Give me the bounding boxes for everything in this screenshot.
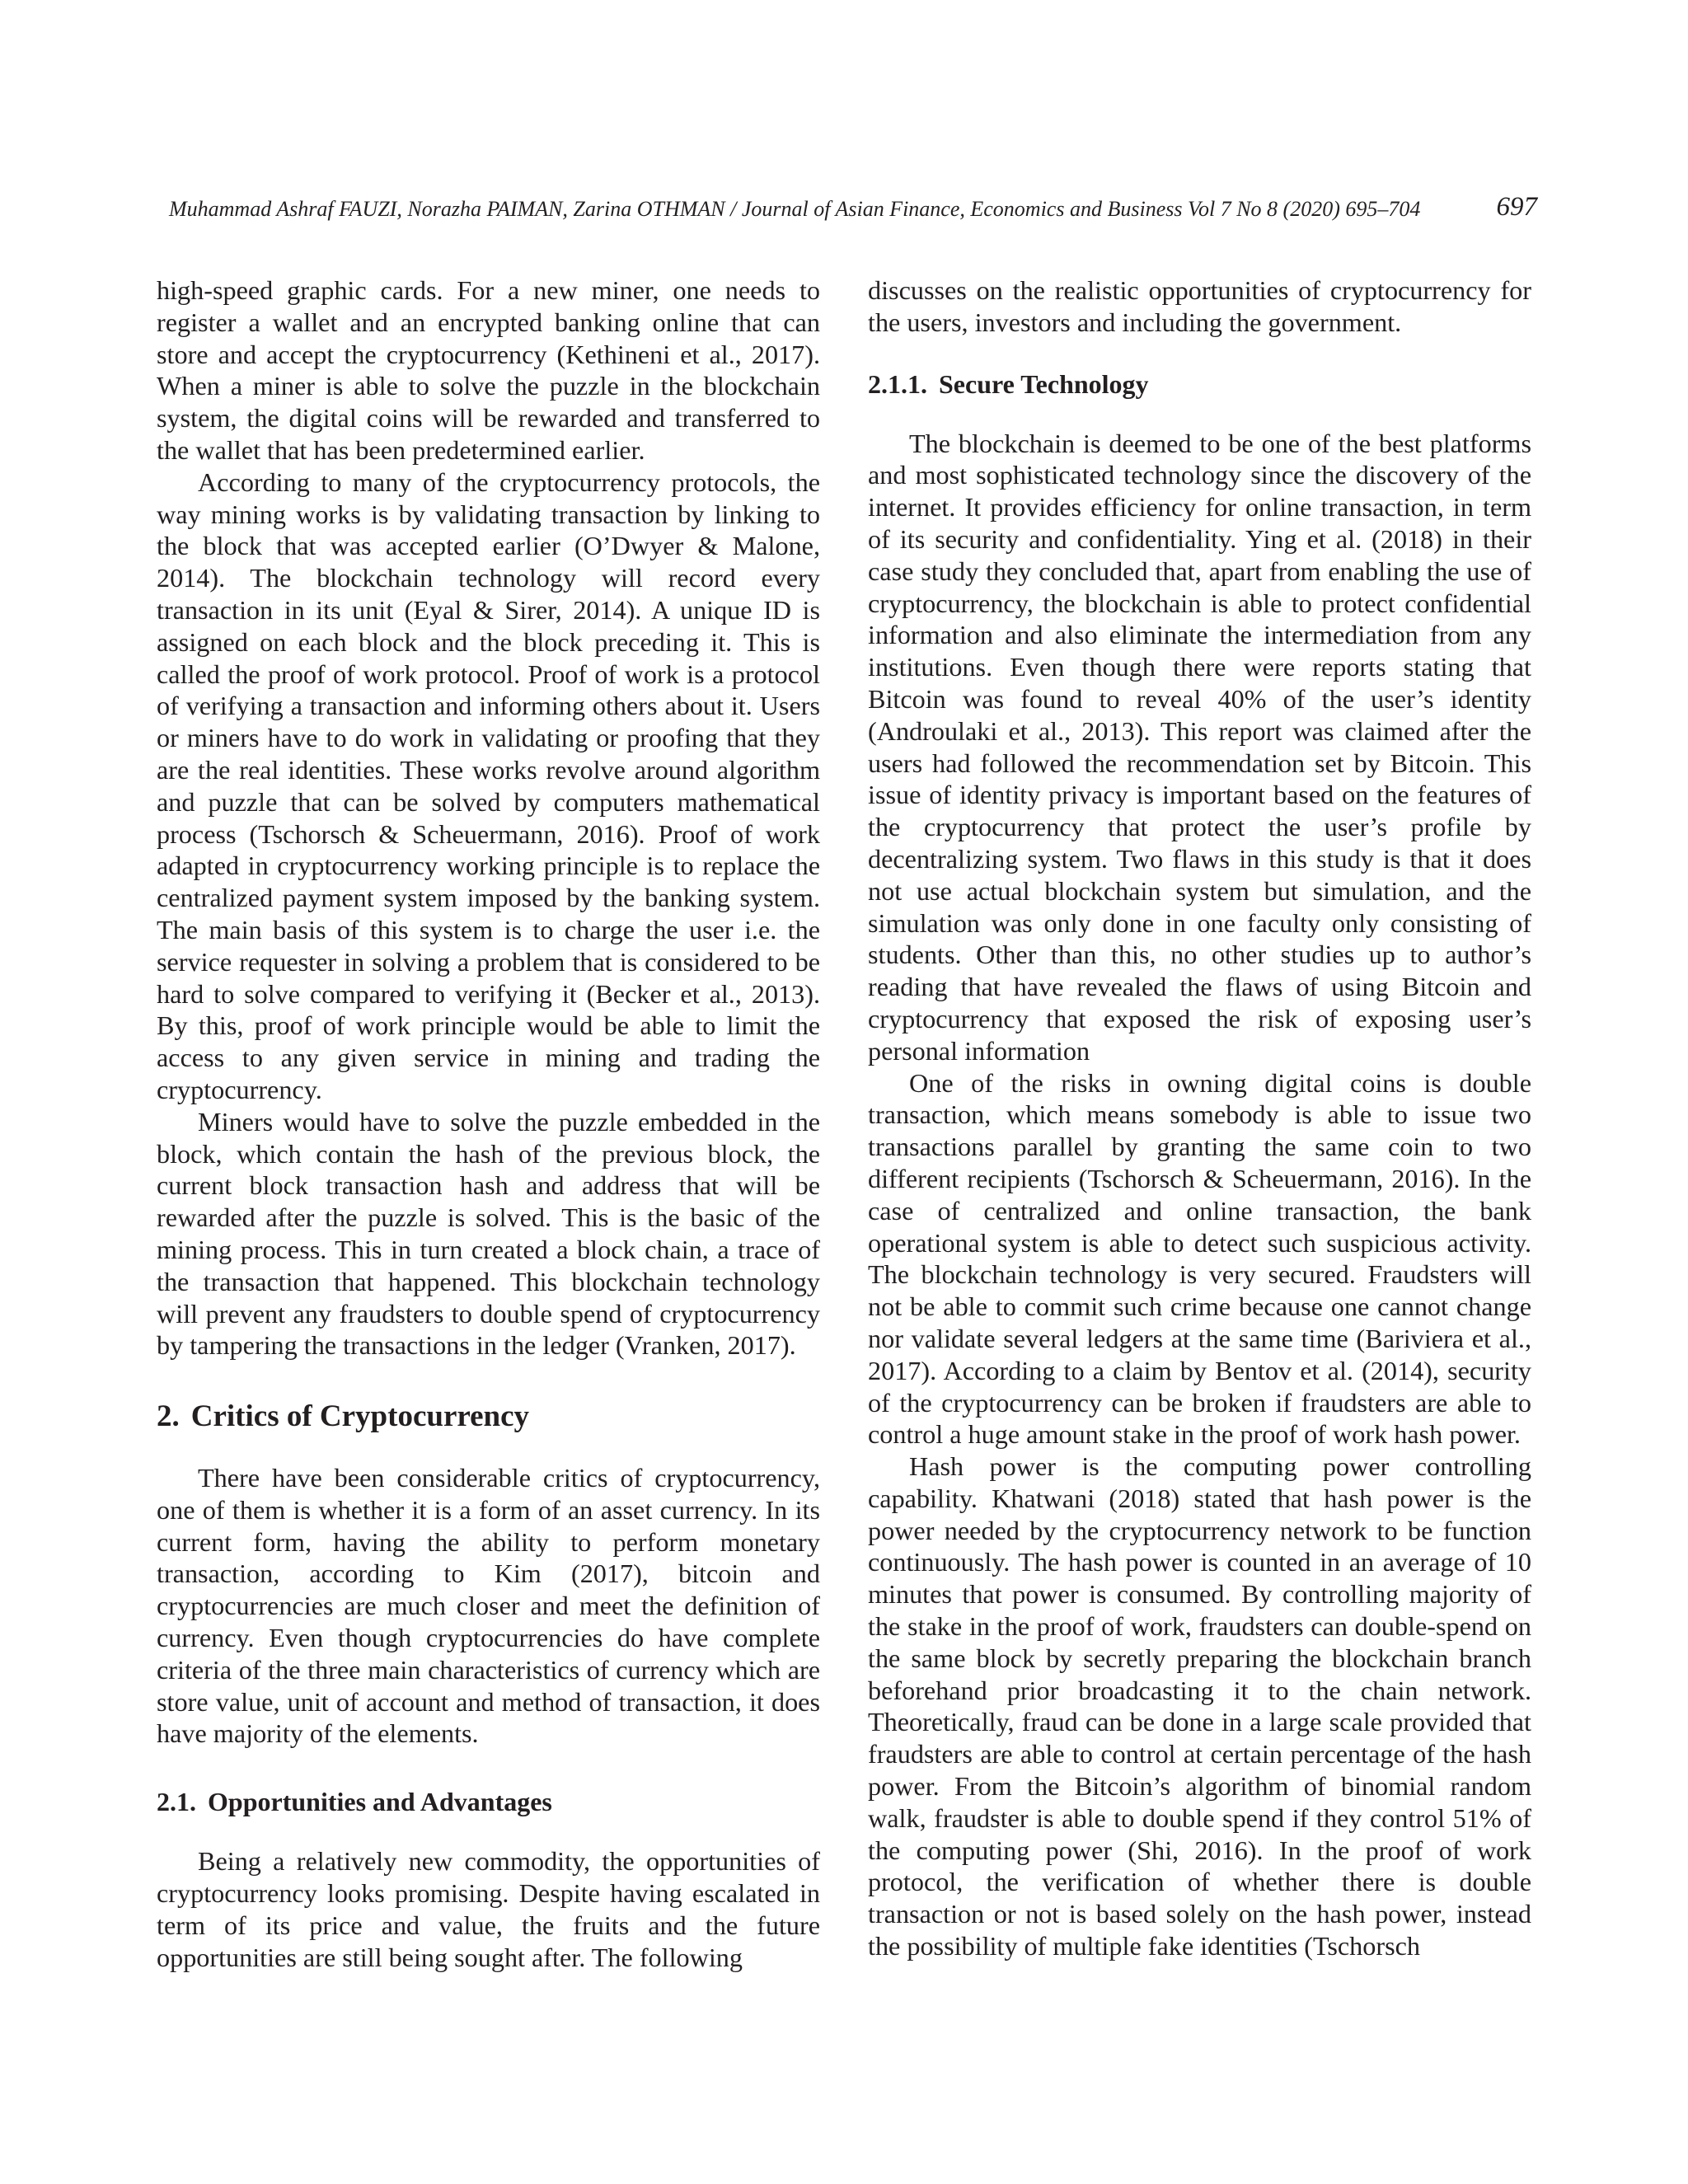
section-title: Critics of Cryptocurrency (190, 1399, 530, 1434)
body-paragraph: The blockchain is deemed to be one of the best platforms and most sophisticated technology since the discovery of the internet. It provides efficiency for online transaction, in term of its security and confidentiality. Ying et al. (2018) in their case study they concluded that, apart from enabling the use of cryptocurrency, the blockchain is able to protect confidential information and also eliminate the intermediation from any institutions. Even though there were reports stating that Bitcoin was found to reveal 40% of the user’s identity (Androulaki et al., 2013). This report was claimed after the users had followed the recommendation set by Bitcoin. This issue of identity privacy is important based on the features of the cryptocurrency that protect the user’s profile by decentralizing system. Two flaws in this study is that it does not use actual blockchain system but simulation, and the simulation was only done in one faculty only consisting of students. Other than this, no other studies up to author’s reading that have revealed the flaws of using Bitcoin and cryptocurrency that exposed the risk of exposing user’s personal information (868, 428, 1531, 1066)
body-paragraph: One of the risks in owning digital coins is double transaction, which means somebody is able to issue two transactions parallel by granting the same coin to two different recipients (Tschorsch & Scheuermann, 2016). In the case of centralized and online transaction, the bank operational system is able to detect such suspicious activity. The blockchain technology is very secured. Fraudsters will not be able to commit such crime because one cannot change nor validate several ledgers at the same time (Bariviera et al., 2017). According to a claim by Bentov et al. (2014), security of the cryptocurrency can be broken if fraudsters are able to control a huge amount stake in the proof of work hash power. (868, 1067, 1531, 1450)
body-paragraph: Miners would have to solve the puzzle embedded in the block, which contain the hash of the previous block, the current block transaction hash and address that will be rewarded after the puzzle is solved. This is the basic of the mining process. This in turn created a block chain, a trace of the transaction that happened. This blockchain technology will prevent any fraudsters to double spend of cryptocurrency by tampering the transactions in the ledger (Vranken, 2017). (157, 1106, 820, 1361)
body-paragraph: Hash power is the computing power controlling capability. Khatwani (2018) stated that hash power is the power needed by the cryptocurrency network to be function continuously. The hash power is counted in an average of 10 minutes that power is consumed. By controlling majority of the stake in the proof of work, fraudsters can double-spend on the same block by secretly preparing the blockchain branch beforehand prior broadcasting it to the chain network. Theoretically, fraud can be done in a large scale provided that fraudsters are able to control at certain percentage of the hash power. From the Bitcoin’s algorithm of binomial random walk, fraudster is able to double spend if they control 51% of the computing power (Shi, 2016). In the proof of work protocol, the verification of whether there is double transaction or not is based solely on the hash power, instead the possibility of multiple fake identities (Tschorsch (868, 1451, 1531, 1961)
page-number: 697 (1496, 192, 1537, 222)
body-paragraph: According to many of the cryptocurrency protocols, the way mining works is by validating transaction by linking to the block that was accepted earlier (O’Dwyer & Malone, 2014). The blockchain technology will record every transaction in its unit (Eyal & Sirer, 2014). A unique ID is assigned on each block and the block preceding it. This is called the proof of work protocol. Proof of work is a protocol of verifying a transaction and informing others about it. Users or miners have to do work in validating or proofing that they are the real identities. These works revolve around algorithm and puzzle that can be solved by computers mathematical process (Tschorsch & Scheuermann, 2016). Proof of work adapted in cryptocurrency working principle is to replace the centralized payment system imposed by the banking system. The main basis of this system is to charge the user i.e. the service requester in solving a problem that is considered to be hard to solve compared to verifying it (Becker et al., 2013). By this, proof of work principle would be able to limit the access to any given service in mining and trading the cryptocurrency. (157, 466, 820, 1104)
body-paragraph: high-speed graphic cards. For a new miner, one needs to register a wallet and an encrypted banking online that can store and accept the cryptocurrency (Kethineni et al., 2017). When a miner is able to solve the puzzle in the blockchain system, the digital coins will be rewarded and transferred to the wallet that has been predetermined earlier. (157, 275, 820, 465)
subsection-title: Secure Technology (939, 368, 1149, 399)
subsection-heading-opportunities (157, 1786, 820, 1817)
subsection-number: 2.1.1. (868, 368, 927, 399)
running-title: Muhammad Ashraf FAUZI, Norazha PAIMAN, Zarina OTHMAN / Journal of Asian Finance, Economics and Business Vol 7 No 8 (2020) 695–704 (169, 197, 1421, 221)
body-paragraph: discusses on the realistic opportunities of cryptocurrency for the users, investors and including the government. (868, 275, 1531, 337)
section-heading-critics (157, 1399, 820, 1434)
body-paragraph: There have been considerable critics of cryptocurrency, one of them is whether it is a form of an asset currency. In its current form, having the ability to perform monetary transaction, according to Kim (2017), bitcoin and cryptocurrencies are much closer and meet the definition of currency. Even though cryptocurrencies do have complete criteria of the three main characteristics of currency which are store value, unit of account and method of transaction, it does have majority of the elements. (157, 1463, 820, 1749)
right-column (868, 274, 1531, 1962)
left-column (157, 274, 820, 1973)
body-paragraph: Being a relatively new commodity, the opportunities of cryptocurrency looks promising. Despite having escalated in term of its price and value, the fruits and the future opportunities are still being sought after. The following (157, 1846, 820, 1972)
section-number: 2. (157, 1399, 180, 1434)
running-header (169, 192, 1537, 222)
subsection-heading-secure-technology (868, 368, 1531, 400)
subsection-title: Opportunities and Advantages (208, 1787, 552, 1817)
subsection-number: 2.1. (157, 1787, 196, 1817)
